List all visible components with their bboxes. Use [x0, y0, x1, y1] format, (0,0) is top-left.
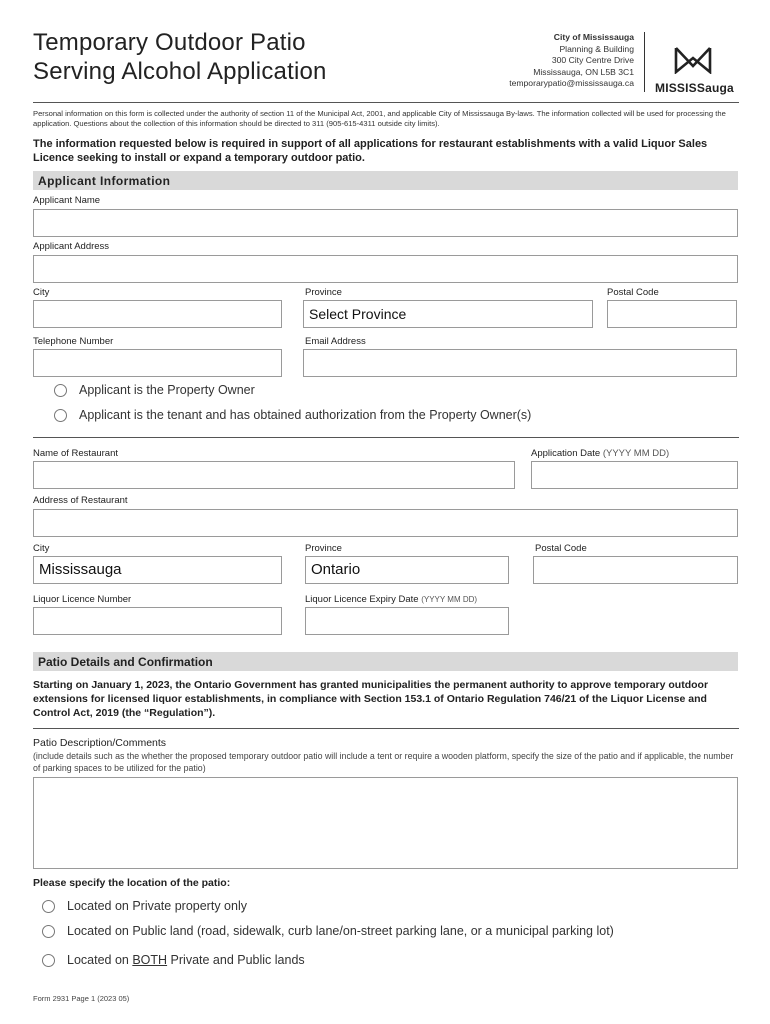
application-date-label: [531, 448, 669, 459]
restaurant-address-input[interactable]: [33, 509, 738, 537]
radio-public-label: Located on Public land (road, sidewalk, curb lane/on-street parking lane, or a municipal parking lot): [67, 924, 614, 938]
city-name: City of Mississauga: [553, 32, 634, 42]
radio-both-lands[interactable]: [42, 953, 305, 967]
telephone-input[interactable]: [33, 349, 282, 377]
liquor-licence-input[interactable]: [33, 607, 282, 635]
department: Planning & Building: [559, 43, 634, 54]
city-address-block: [509, 32, 634, 90]
applicant-city-label: City: [33, 287, 50, 298]
privacy-notice: Personal information on this form is collected under the authority of section 11 of the Municipal Act, 2001, and applicable City of Mississauga By-laws. The information collected will be used for processing the application. Questions about the collection of this information should be directed to 311 (905-615-4311 outside city limits).: [33, 109, 726, 128]
patio-regulation-text: Starting on January 1, 2023, the Ontario Government has granted municipalities the permanent authority to approve temporary outdoor extensions for licensed liquor establishments, in compliance with Section 153.1 of Ontario Regulation 746/21 of the Liquor License and Control Act, 2019 (the “Regulation”).: [33, 679, 709, 719]
restaurant-divider: [33, 437, 739, 438]
contact-email: temporarypatio@mississauga.ca: [509, 78, 634, 88]
restaurant-city-label: City: [33, 543, 50, 554]
applicant-province-select[interactable]: [303, 300, 593, 328]
header-divider: [644, 32, 645, 92]
applicant-section-header: [33, 171, 738, 190]
licence-expiry-input[interactable]: [305, 607, 509, 635]
patio-section-title: Patio Details and Confirmation: [38, 655, 213, 669]
restaurant-city-input[interactable]: [33, 556, 282, 584]
patio-description-hint: (include details such as the whether the proposed temporary outdoor patio will include a tent or require a wooden platform, specify the size of the patio and if applicable, the number of parking spaces to be utilized for the patio): [33, 751, 734, 773]
radio-property-owner-label: Applicant is the Property Owner: [79, 383, 255, 397]
application-date-hint: (YYYY MM DD): [602, 448, 670, 459]
form-title: [33, 28, 327, 86]
mississauga-logo-icon: [673, 46, 713, 74]
restaurant-name-label: Name of Restaurant: [33, 448, 119, 459]
applicant-address-label: Applicant Address: [33, 241, 110, 252]
applicant-city-input[interactable]: [33, 300, 282, 328]
restaurant-province-label: Province: [305, 543, 342, 554]
radio-both-pre: Located on: [67, 953, 133, 967]
telephone-label: Telephone Number: [33, 336, 114, 347]
restaurant-name-input[interactable]: [33, 461, 515, 489]
restaurant-postal-label: Postal Code: [535, 543, 587, 554]
radio-private-label: Located on Private property only: [67, 899, 247, 913]
radio-circle-icon[interactable]: [42, 954, 55, 967]
radio-property-owner[interactable]: [54, 383, 255, 397]
applicant-name-input[interactable]: [33, 209, 738, 237]
licence-expiry-label: [305, 594, 477, 605]
mississauga-logo: [655, 46, 735, 95]
patio-location-label: Please specify the location of the patio:: [33, 877, 231, 889]
applicant-province-label: Province: [305, 287, 342, 298]
radio-tenant-label: Applicant is the tenant and has obtained authorization from the Property Owner(s): [79, 408, 532, 422]
header-rule: [33, 102, 739, 103]
title-line-1: Temporary Outdoor Patio: [33, 29, 306, 56]
liquor-licence-label: Liquor Licence Number: [33, 594, 132, 605]
patio-divider: [33, 728, 739, 729]
restaurant-postal-input[interactable]: [533, 556, 738, 584]
email-label: Email Address: [305, 336, 366, 347]
logo-wordmark: MISSISSauga: [655, 81, 734, 95]
applicant-postal-label: Postal Code: [607, 287, 659, 298]
radio-private-property[interactable]: [42, 899, 247, 913]
intro-text: The information requested below is required in support of all applications for restaurant establishments with a valid Liquor Sales Licence seeking to install or expand a temporary outdoor patio.: [33, 138, 708, 164]
street-address: 300 City Centre Drive: [551, 55, 634, 65]
applicant-address-input[interactable]: [33, 255, 738, 283]
form-footer: Form 2931 Page 1 (2023 05): [33, 994, 130, 1003]
restaurant-province-input[interactable]: [305, 556, 509, 584]
radio-tenant[interactable]: [54, 408, 531, 422]
radio-both-label: [67, 953, 305, 967]
restaurant-city-value: Mississauga: [39, 561, 122, 578]
applicant-postal-input[interactable]: [607, 300, 737, 328]
application-date-text: Application Date: [531, 448, 601, 459]
applicant-name-label: Applicant Name: [33, 195, 101, 206]
patio-description-textarea[interactable]: [33, 777, 738, 869]
applicant-province-value: Select Province: [309, 306, 407, 322]
applicant-section-title: Applicant Information: [38, 174, 171, 188]
radio-circle-icon[interactable]: [54, 384, 67, 397]
radio-public-land[interactable]: [42, 924, 614, 938]
restaurant-province-value: Ontario: [311, 561, 361, 578]
restaurant-address-label: Address of Restaurant: [33, 495, 128, 506]
radio-both-post: Private and Public lands: [167, 953, 305, 967]
patio-section-header: [33, 652, 738, 671]
licence-expiry-hint: (YYYY MM DD): [421, 595, 478, 604]
licence-expiry-text: Liquor Licence Expiry Date: [305, 594, 419, 605]
radio-circle-icon[interactable]: [42, 900, 55, 913]
email-input[interactable]: [303, 349, 737, 377]
title-line-2: Serving Alcohol Application: [33, 58, 327, 85]
radio-both-emphasis: BOTH: [132, 953, 168, 967]
radio-circle-icon[interactable]: [42, 925, 55, 938]
radio-circle-icon[interactable]: [54, 409, 67, 422]
application-date-input[interactable]: [531, 461, 738, 489]
patio-description-label: Patio Description/Comments: [33, 737, 167, 749]
city-postal: Mississauga, ON L5B 3C1: [533, 66, 634, 77]
